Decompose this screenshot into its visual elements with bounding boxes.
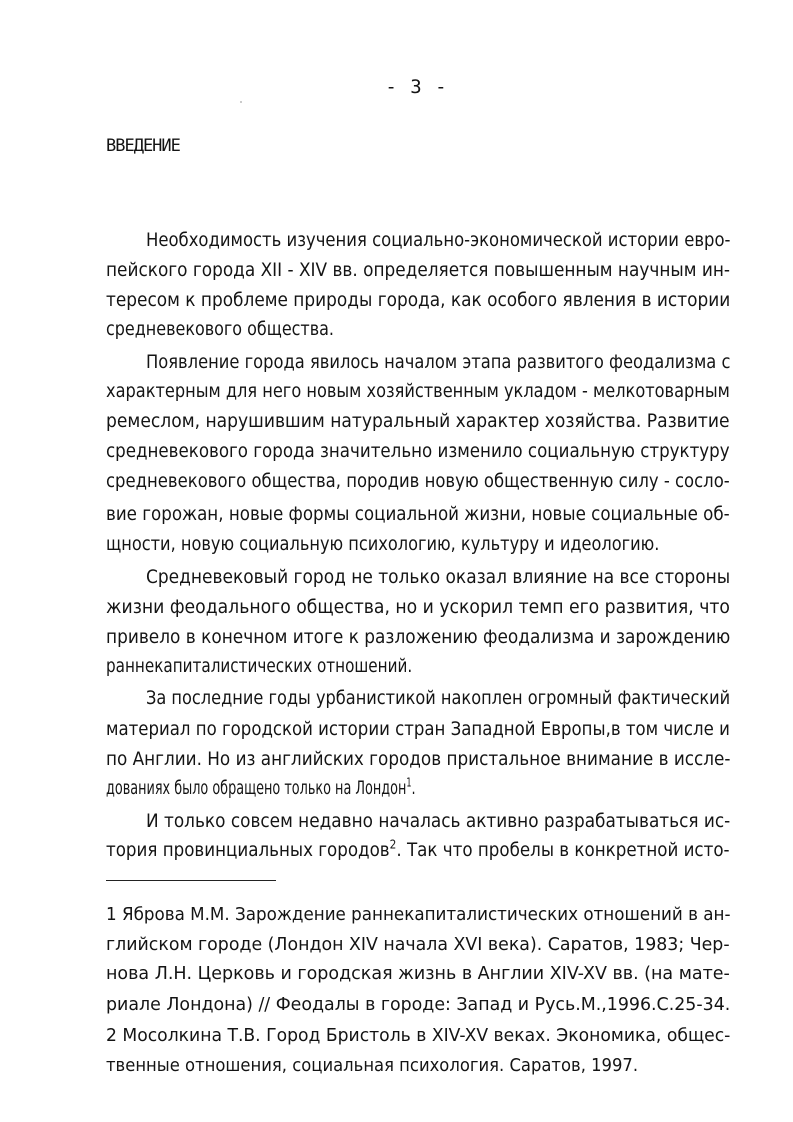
body-line-text: тория провинциальных городов (106, 839, 390, 861)
page-number: - 3 - (385, 76, 448, 98)
body-line: вие горожан, новые формы социальной жизни, новые социальные об- (106, 503, 730, 525)
footnote-line: риале Лондона) // Феодалы в городе: Запад и Русь.М.,1996.С.25-34. (106, 994, 731, 1015)
body-line: щности, новую социальную психологию, культуру и идеологию. (106, 533, 660, 555)
footnote-line: глийском городе (Лондон XIV начала XVI века). Саратов, 1983; Чер- (106, 934, 730, 955)
body-line-with-footnote (106, 839, 730, 861)
footnote-line: твенные отношения, социальная психология. Саратов, 1997. (106, 1055, 639, 1076)
body-line-text: . Так что пробелы в конкретной исто- (396, 839, 730, 861)
body-line: средневекового города значительно изменило социальную структуру (106, 440, 730, 462)
footnote-reference: 1 (406, 775, 412, 790)
body-line: раннекапиталистических отношений. (106, 655, 413, 677)
body-line: пейского города XII - XIV вв. определяется повышенным научным ин- (106, 259, 730, 281)
body-line: жизни феодального общества, но и ускорил темп его развития, что (106, 596, 730, 618)
body-line: средневекового общества, породив новую общественную силу - сосло- (106, 470, 730, 492)
body-line: И только совсем недавно началась активно разрабатываться ис- (146, 810, 731, 832)
body-line: по Англии. Но из английских городов пристальное внимание в иссле- (106, 748, 731, 770)
body-line: привело в конечном итоге к разложению феодализма и зарождению (106, 626, 731, 648)
body-line: Средневековый город не только оказал влияние на все стороны (146, 566, 731, 588)
scan-speck (240, 101, 242, 103)
footnote-line: 2 Мосолкина Т.В. Город Бристоль в XIV-XV веках. Экономика, общес- (106, 1025, 731, 1046)
body-line: ремеслом, нарушившим натуральный характер хозяйства. Развитие (106, 410, 730, 432)
body-line: материал по городской истории стран Западной Европы,в том числе и (106, 718, 730, 740)
body-line: тересом к проблеме природы города, как особого явления в истории (106, 289, 731, 311)
footnote-divider (106, 880, 276, 881)
body-line: Появление города явилось началом этапа развитого феодализма с (146, 351, 731, 373)
period: . (411, 777, 416, 799)
footnote-line: нова Л.Н. Церковь и городская жизнь в Англии XIV-XV вв. (на мате- (106, 963, 730, 984)
footnote-reference: 2 (389, 837, 397, 852)
footnote-line: 1 Яброва М.М. Зарождение раннекапиталистических отношений в ан- (106, 904, 731, 925)
body-line-text: дованиях было обращено только на Лондон (106, 777, 407, 799)
body-line: характерным для него новым хозяйственным укладом - мелкотоварным (106, 380, 730, 402)
body-line: Необходимость изучения социально-экономической истории евро- (146, 229, 731, 251)
body-line: За последние годы урбанистикой накоплен огромный фактический (146, 687, 731, 709)
section-heading: ВВЕДЕНИЕ (106, 136, 180, 156)
body-line-with-footnote (106, 777, 416, 799)
body-line: средневекового общества. (106, 318, 335, 340)
